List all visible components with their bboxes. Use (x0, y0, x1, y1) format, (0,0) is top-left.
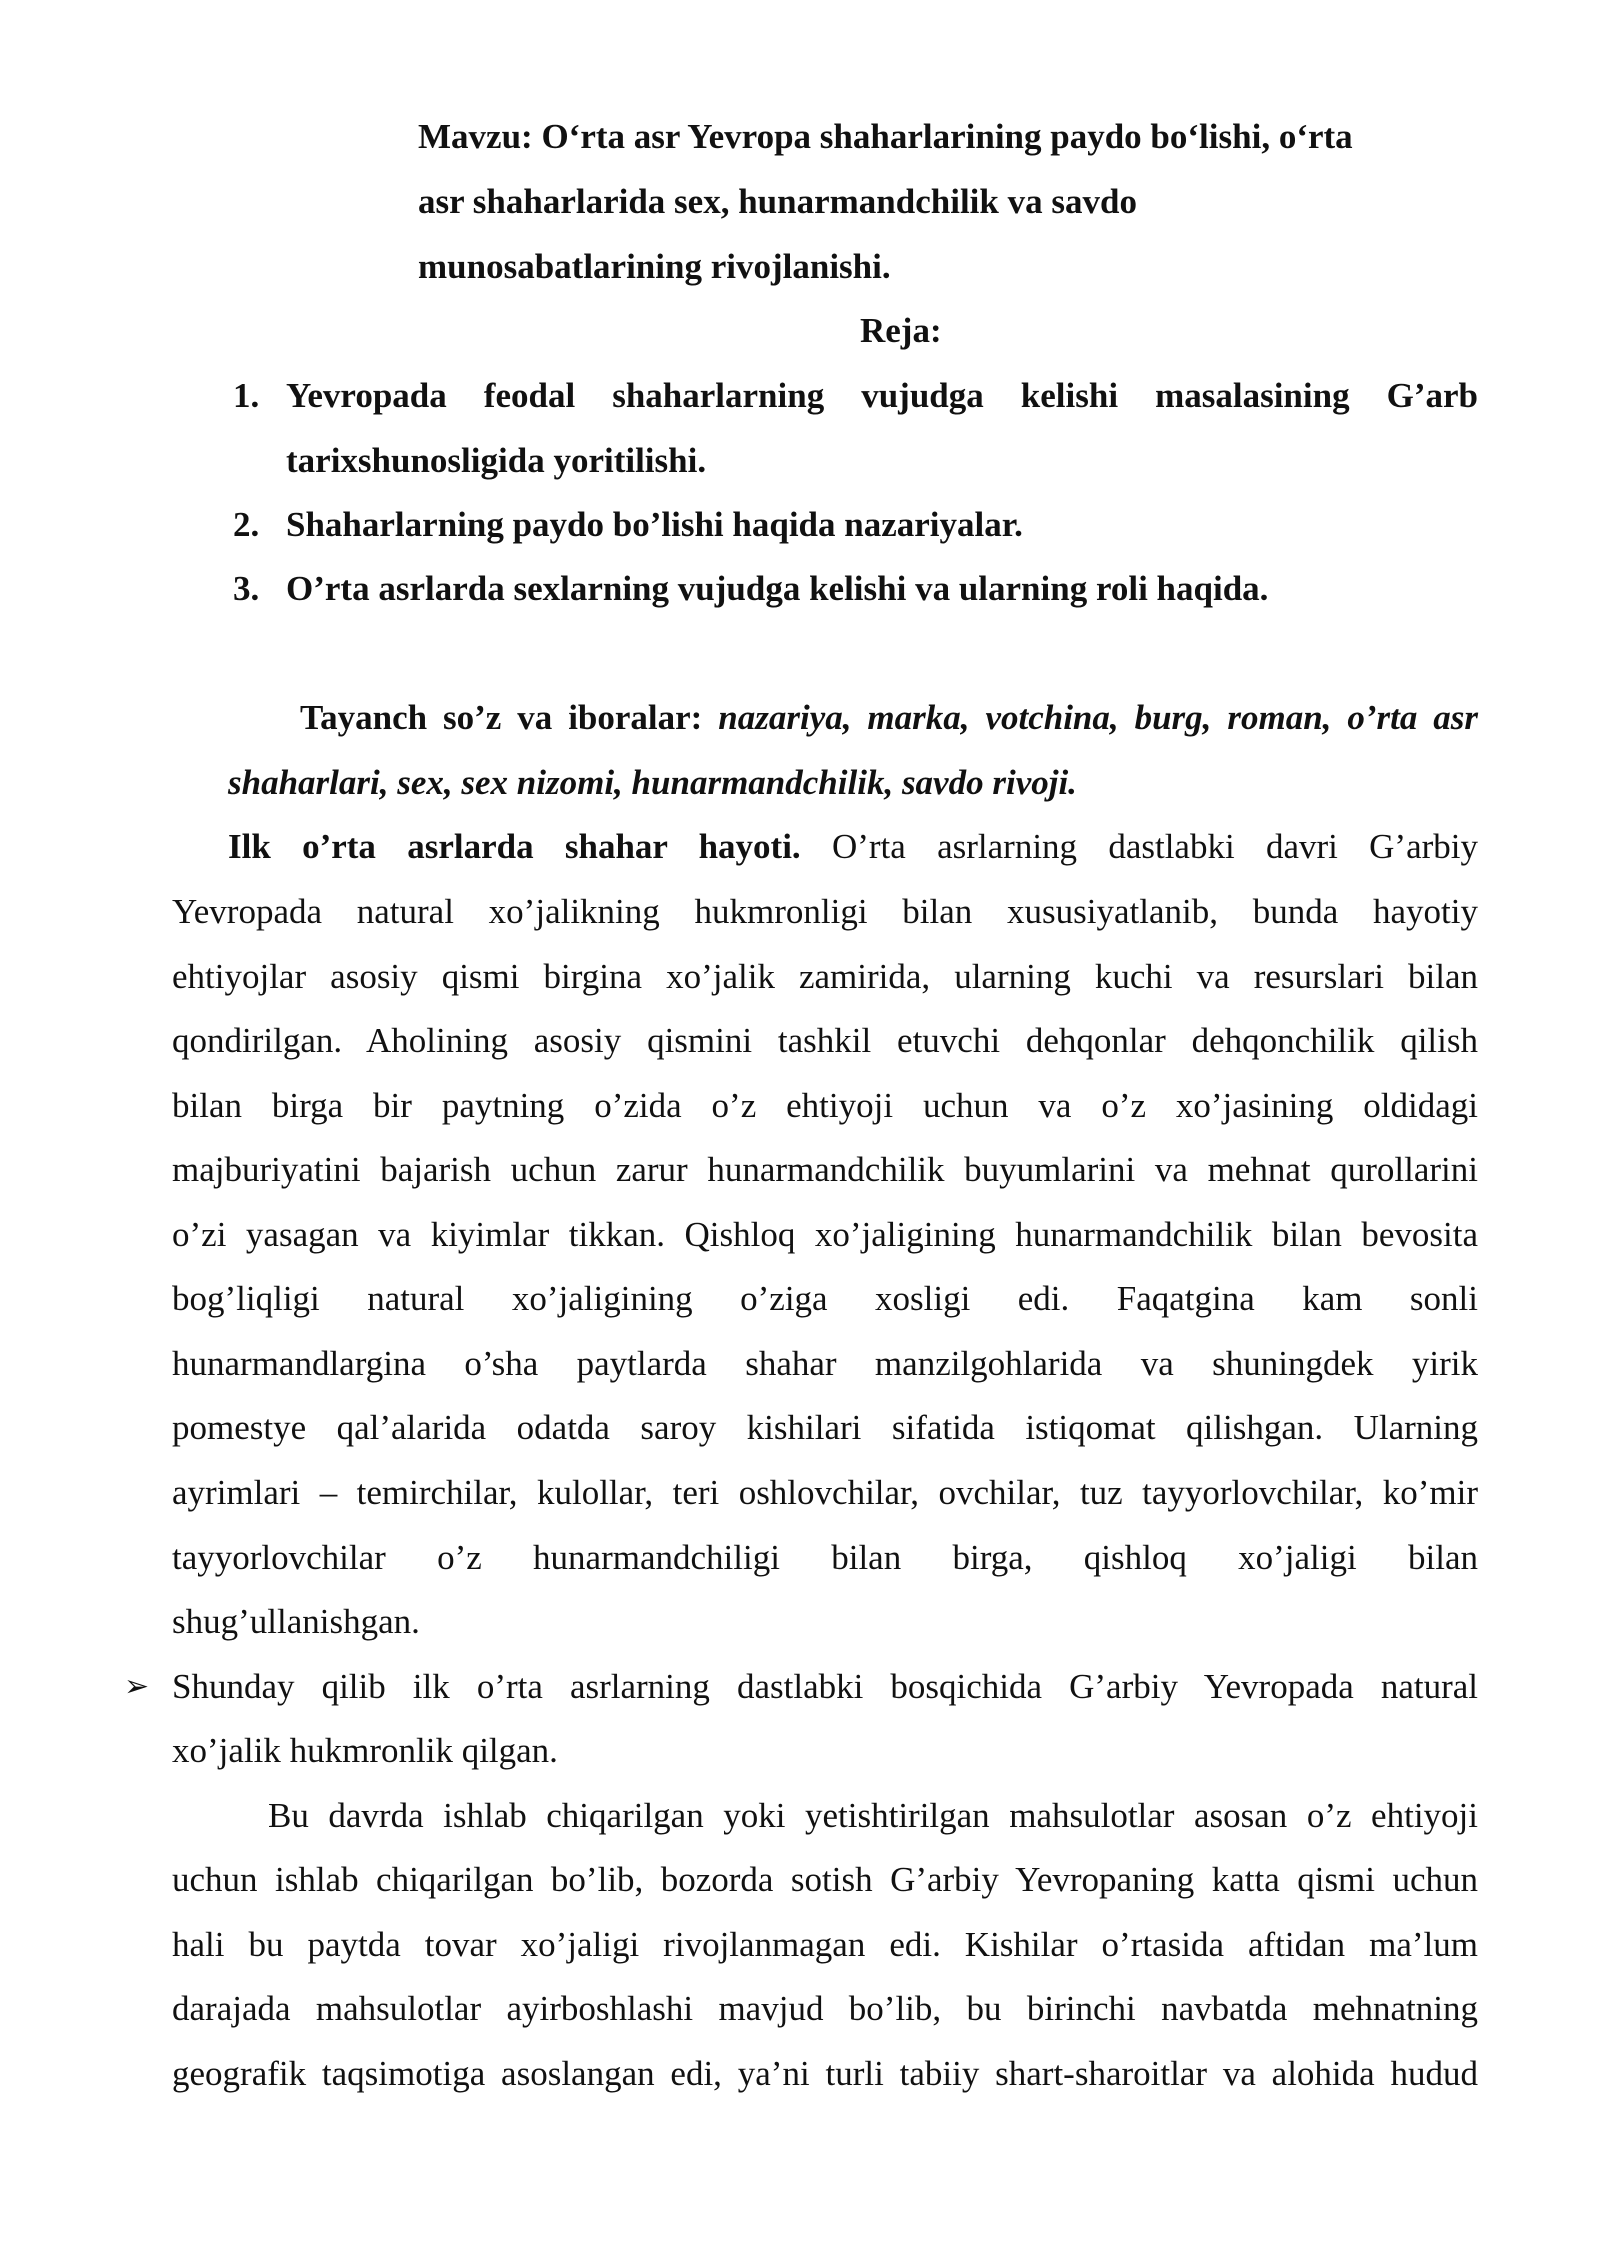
section2-line: hali bu paytda tovar xo’jaligi rivojlanmagan edi. Kishilar o’rtasida aftidan ma’lum (172, 1925, 1478, 1964)
section1-line: pomestye qal’alarida odatda saroy kishilari sifatida istiqomat qilishgan. Ularning (172, 1408, 1478, 1447)
plan-heading: Reja: (860, 311, 942, 350)
keywords-list-part-1: nazariya, marka, votchina, burg, roman, o’rta asr (718, 698, 1479, 737)
plan-item-2-line-1: Shaharlarning paydo bo’lishi haqida nazariyalar. (286, 505, 1023, 544)
section1-line: ayrimlari – temirchilar, kulollar, teri oshlovchilar, ovchilar, tuz tayyorlovchilar, ko’mir (172, 1473, 1478, 1512)
section1-line: bilan birga bir paytning o’zida o’z ehtiyoji uchun va o’z xo’jasining oldidagi (172, 1086, 1478, 1125)
section1-line: majburiyatini bajarish uchun zarur hunarmandchilik buyumlarini va mehnat qurollarini (172, 1150, 1478, 1189)
plan-item-3-number: 3. (233, 569, 260, 608)
arrow-bullet-icon: ➢ (124, 1670, 150, 1703)
section2-line: uchun ishlab chiqarilgan bo’lib, bozorda sotish G’arbiy Yevropaning katta qismi uchun (172, 1860, 1478, 1899)
section1-line: Yevropada natural xo’jalikning hukmronligi bilan xususiyatlanib, bunda hayotiy (172, 892, 1478, 931)
section2-line: darajada mahsulotlar ayirboshlashi mavjud bo’lib, bu birinchi navbatda mehnatning (172, 1989, 1478, 2028)
keywords-line-2: shaharlari, sex, sex nizomi, hunarmandchilik, savdo rivoji. (228, 763, 1077, 802)
section1-line: o’zi yasagan va kiyimlar tikkan. Qishloq xo’jaligining hunarmandchilik bilan bevosita (172, 1215, 1478, 1254)
section2-line: Bu davrda ishlab chiqarilgan yoki yetishtirilgan mahsulotlar asosan o’z ehtiyoji (268, 1796, 1478, 1835)
section2-line: geografik taqsimotiga asoslangan edi, ya’ni turli tabiiy shart-sharoitlar va alohida hudud (172, 2054, 1478, 2093)
plan-item-1-line-2: tarixshunosligida yoritilishi. (286, 441, 707, 480)
topic-title-line-3: munosabatlarining rivojlanishi. (418, 247, 891, 286)
section1-line: hunarmandlargina o’sha paytlarda shahar manzilgohlarida va shuningdek yirik (172, 1344, 1478, 1383)
section1-line: qondirilgan. Aholining asosiy qismini tashkil etuvchi dehqonlar dehqonchilik qilish (172, 1021, 1478, 1060)
plan-item-1-number: 1. (233, 376, 260, 415)
section1-line: bog’liqligi natural xo’jaligining o’ziga xosligi edi. Faqatgina kam sonli (172, 1279, 1478, 1318)
section1-heading: Ilk o’rta asrlarda shahar hayoti. (228, 827, 801, 866)
section1-first-line-text: O’rta asrlarning dastlabki davri G’arbiy (831, 827, 1478, 866)
topic-title-line-2: asr shaharlarida sex, hunarmandchilik va savdo (418, 182, 1137, 221)
section1-line: tayyorlovchilar o’z hunarmandchiligi bilan birga, qishloq xo’jaligi bilan (172, 1538, 1478, 1577)
section1-last-line: shug’ullanishgan. (172, 1602, 420, 1641)
plan-item-1-line-1: Yevropada feodal shaharlarning vujudga kelishi masalasining G’arb (286, 376, 1478, 415)
bullet-line-1: Shunday qilib ilk o’rta asrlarning dastlabki bosqichida G’arbiy Yevropada natural (172, 1667, 1478, 1706)
plan-item-2-number: 2. (233, 505, 260, 544)
bullet-line-2: xo’jalik hukmronlik qilgan. (172, 1731, 558, 1770)
plan-item-3-line-1: O’rta asrlarda sexlarning vujudga kelishi va ularning roli haqida. (286, 569, 1269, 608)
topic-title-line-1: Mavzu: O‘rta asr Yevropa shaharlarining paydo bo‘lishi, o‘rta (418, 117, 1353, 156)
keywords-line-1 (300, 695, 1478, 741)
keywords-label: Tayanch so’z va iboralar: (300, 698, 703, 737)
section1-line: ehtiyojlar asosiy qismi birgina xo’jalik zamirida, ularning kuchi va resurslari bilan (172, 957, 1478, 996)
section1-first-line (228, 824, 1478, 870)
